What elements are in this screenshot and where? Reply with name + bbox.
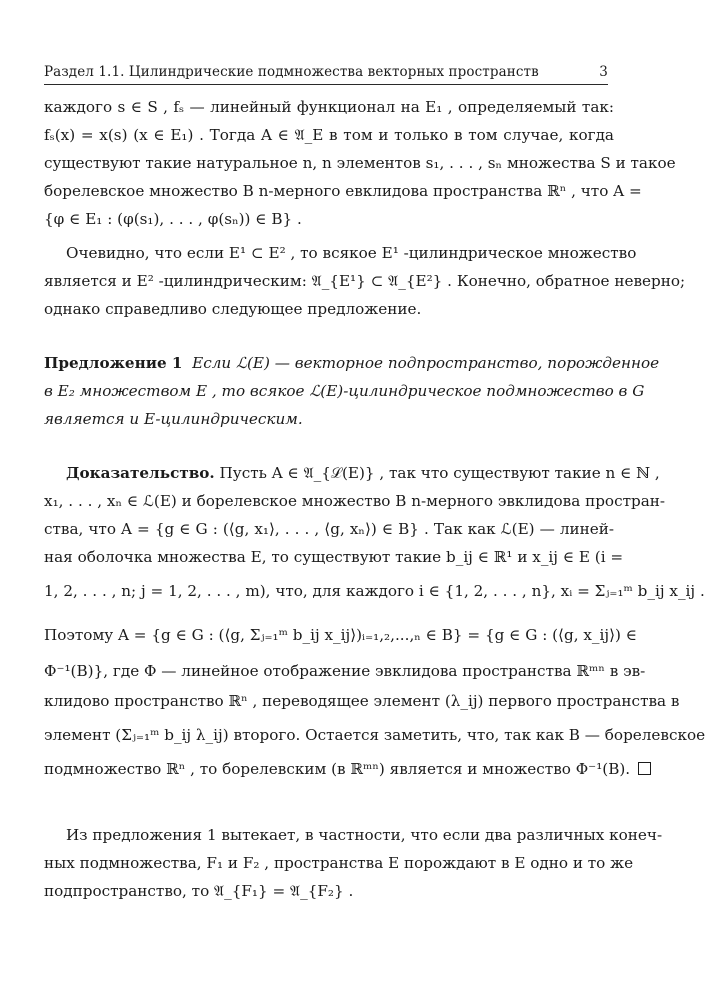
text-line: подпространство, то 𝔄_{F₁} = 𝔄_{F₂} . (44, 882, 354, 900)
text-line: элемент (Σⱼ₌₁ᵐ b_ij λ_ij) второго. Остается заметить, что, так как B — борелевское (44, 726, 705, 744)
text-line: каждого s ∈ S , fₛ — линейный функционал на E₁ , определяемый так: (44, 98, 614, 116)
text-line: ная оболочка множества E, то существуют такие b_ij ∈ ℝ¹ и x_ij ∈ E (i = (44, 548, 624, 566)
text-line: {φ ∈ E₁ : (φ(s₁), . . . , φ(sₙ)) ∈ B} . (44, 210, 302, 228)
text-line: Очевидно, что если E¹ ⊂ E² , то всякое E¹ -цилиндрическое множество (66, 244, 637, 262)
text-line: клидово пространство ℝⁿ , переводящее элемент (λ_ij) первого пространства в (44, 692, 680, 710)
running-header (44, 58, 608, 85)
text-line: x₁, . . . , xₙ ∈ ℒ(E) и борелевское множество B n-мерного эвклидова простран- (44, 492, 666, 510)
proposition-text: Если ℒ(E) — векторное подпространство, порожденное (192, 354, 660, 372)
text-line: ных подмножества, F₁ и F₂ , пространства E порождают в E одно и то же (44, 854, 634, 872)
text-line: в E₂ множеством E , то всякое ℒ(E)-цилиндрическое подмножество в G (44, 382, 645, 400)
text-line: существуют такие натуральное n, n элементов s₁, . . . , sₙ множества S и такое (44, 154, 676, 172)
proof-heading: Доказательство. (66, 464, 215, 482)
text-line: является и E² -цилиндрическим: 𝔄_{E¹} ⊂ 𝔄_{E²} . Конечно, обратное неверно; (44, 272, 686, 290)
text-line: Φ⁻¹(B)}, где Φ — линейное отображение эвклидова пространства ℝᵐⁿ в эв- (44, 662, 646, 680)
page-number: 3 (599, 64, 608, 80)
text-line: Поэтому A = {g ∈ G : (⟨g, Σⱼ₌₁ᵐ b_ij x_ij⟩)ᵢ₌₁,₂,...,ₙ ∈ B} = {g ∈ G : (⟨g, x_ij⟩) ∈ (44, 626, 638, 644)
proof-text: Пусть A ∈ 𝔄_{ℒ(E)} , так что существуют такие n ∈ ℕ , (219, 464, 660, 482)
section-title: Раздел 1.1. Цилиндрические подмножества векторных пространств (44, 64, 539, 80)
proof-last-line (44, 756, 631, 782)
text-line: подмножество ℝⁿ , то борелевским (в ℝᵐⁿ) является и множество Φ⁻¹(B). (44, 760, 631, 778)
proof-line-1 (44, 460, 660, 486)
qed-square-icon (638, 762, 651, 775)
text-line: fₛ(x) = x(s) (x ∈ E₁) . Тогда A ∈ 𝔄_E в том и только в том случае, когда (44, 126, 614, 144)
text-line: 1, 2, . . . , n; j = 1, 2, . . . , m), что, для каждого i ∈ {1, 2, . . . , n}, xᵢ = Σⱼ₌₁ᵐ b_ij x_ij . (44, 582, 705, 600)
text-line: Из предложения 1 вытекает, в частности, что если два различных конеч- (66, 826, 663, 844)
proposition-heading: Предложение 1 (44, 354, 183, 372)
text-line: ства, что A = {g ∈ G : (⟨g, x₁⟩, . . . , ⟨g, xₙ⟩) ∈ B} . Так как ℒ(E) — линей- (44, 520, 614, 538)
text-line: является и E-цилиндрическим. (44, 410, 303, 428)
text-line: борелевское множество B n-мерного евклидова пространства ℝⁿ , что A = (44, 182, 642, 200)
proposition-line-1 (44, 350, 660, 376)
text-line: однако справедливо следующее предложение. (44, 300, 422, 318)
